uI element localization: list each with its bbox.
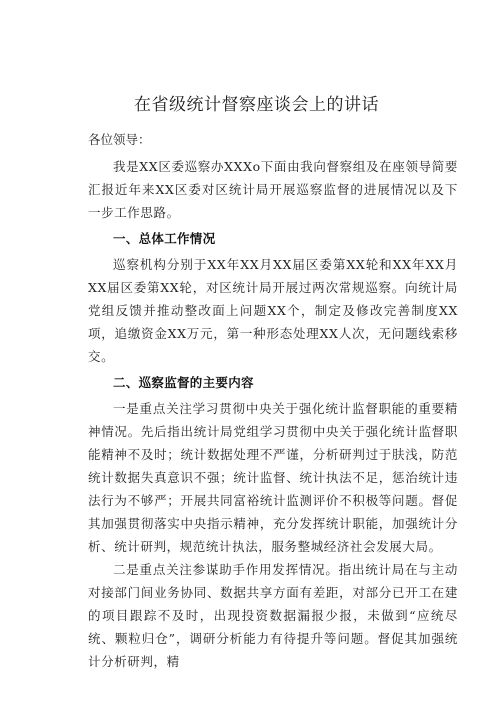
document-title: 在省级统计督察座谈会上的讲话 [134,95,379,115]
section-2-paragraph-1: 一是重点关注学习贯彻中央关于强化统计监督职能的重要精神情况。先后指出统计局党组学习贯彻中央关于强化统计监督职能精神不及时；统计数据处理不严谨，分析研判过于肤浅，防范统计数据失真意识不强；统计监督、统计执法不足，惩治统计违法行为不够严；开展共同富裕统计监测评价不积极等问题。督促其加强贯彻落实中央指示精神，充分发挥统计职能，加强统计分析、统计研判，规范统计执法，服务整城经济社会发展大局。 [88,401,458,554]
section-1-paragraph: 巡察机构分别于XX年XX月XX届区委第XX轮和XX年XX月XX届区委第XX轮，对区统计局开展过两次常规巡察。向统计局党组反馈并推动整改面上问题XX个，制定及修改完善制度XX项，追缴资金XX万元，第一种形态处理XX人次，无问题线索移交。 [88,257,458,364]
section-2-paragraph-2: 二是重点关注参谋助手作用发挥情况。指出统计局在与主动对接部门间业务协同、数据共享方面有差距，对部分已开工在建的项目跟踪不及时，出现投资数据漏报少报，未做到“应统尽统、颗粒归仓”，调研分析能力有待提升等问题。督促其加强统计分析研判，精 [88,562,458,669]
section-1-heading: 一、总体工作情况 [113,231,216,246]
intro-paragraph: 我是XX区委巡察办XXXo下面由我向督察组及在座领导简要汇报近年来XX区委对区统计局开展巡察监督的进展情况以及下一步工作思路。 [88,159,458,220]
salutation: 各位领导： [88,132,151,147]
section-2-heading: 二、巡察监督的主要内容 [113,375,254,390]
